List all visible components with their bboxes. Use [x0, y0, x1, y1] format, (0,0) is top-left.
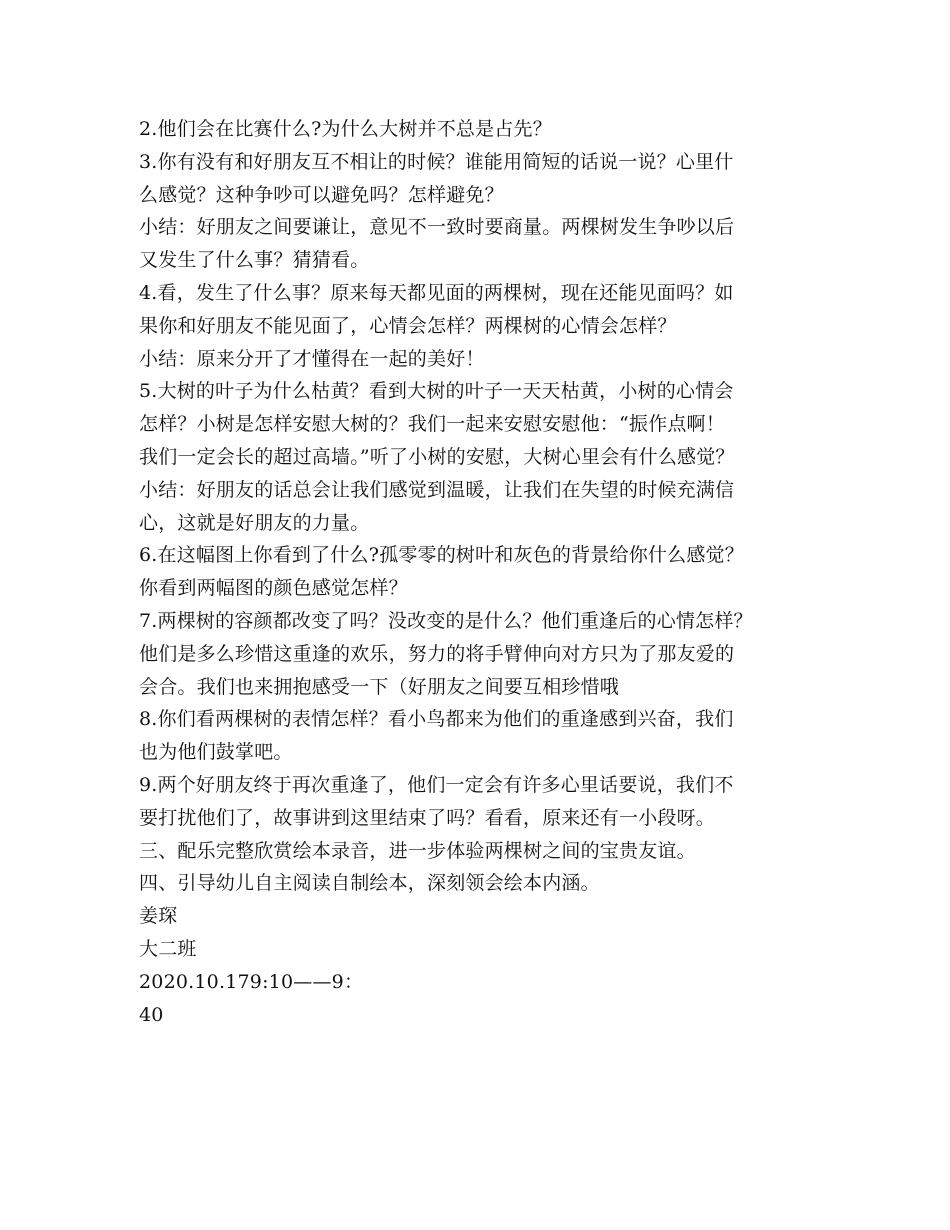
author-name: 姜琛: [139, 905, 178, 928]
section-heading: 三、配乐完整欣赏绘本录音，进一步体验两棵树之间的宝贵友谊。: [139, 839, 696, 862]
text-line: 果你和好朋友不能见面了，心情会怎样？两棵树的心情会怎样？: [139, 314, 677, 337]
text-line: 我们一定会长的超过高墙。”听了小树的安慰，大树心里会有什么感觉？: [139, 445, 735, 468]
text-line: 3.你有没有和好朋友互不相让的时候？谁能用简短的话说一说？心里什: [139, 150, 734, 173]
text-line: 也为他们鼓掌吧。: [139, 741, 293, 764]
text-line: 小结：好朋友的话总会让我们感觉到温暖，让我们在失望的时候充满信: [139, 478, 735, 501]
date-time: 2020.10.179:10——9：: [139, 970, 364, 993]
text-line: 会合。我们也来拥抱感受一下（好朋友之间要互相珍惜哦: [139, 675, 620, 698]
text-line: 4.看，发生了什么事？原来每天都见面的两棵树，现在还能见面吗？如: [139, 281, 734, 304]
class-name: 大二班: [139, 937, 197, 960]
text-line: 又发生了什么事？猜猜看。: [139, 249, 370, 272]
text-line: 9.两个好朋友终于再次重逢了，他们一定会有许多心里话要说，我们不: [139, 773, 734, 796]
date-time-continued: 40: [139, 1003, 164, 1026]
text-line: 你看到两幅图的颜色感觉怎样？: [139, 577, 408, 600]
text-line: 么感觉？这种争吵可以避免吗？怎样避免？: [139, 183, 504, 206]
text-line: 他们是多么珍惜这重逢的欢乐，努力的将手臂伸向对方只为了那友爱的: [139, 642, 735, 665]
text-line: 怎样？小树是怎样安慰大树的？我们一起来安慰安慰他：“振作点啊！: [139, 413, 725, 436]
text-line: 2.他们会在比赛什么?为什么大树并不总是占先？: [139, 118, 552, 140]
text-line: 小结：原来分开了才懂得在一起的美好！: [139, 347, 485, 370]
text-line: 要打扰他们了，故事讲到这里结束了吗？看看，原来还有一小段呀。: [139, 806, 716, 829]
text-line: 8.你们看两棵树的表情怎样？看小鸟都来为他们的重逢感到兴奋，我们: [139, 708, 734, 731]
section-heading: 四、引导幼儿自主阅读自制绘本，深刻领会绘本内涵。: [139, 872, 600, 895]
document-body: [139, 113, 829, 1031]
text-line: 小结：好朋友之间要谦让，意见不一致时要商量。两棵树发生争吵以后: [139, 216, 735, 239]
text-line: 6.在这幅图上你看到了什么?孤零零的树叶和灰色的背景给你什么感觉？: [139, 544, 744, 567]
text-line: 心，这就是好朋友的力量。: [139, 511, 370, 534]
text-line: 7.两棵树的容颜都改变了吗？没改变的是什么？他们重逢后的心情怎样？: [139, 609, 753, 632]
text-line: 5.大树的叶子为什么枯黄？看到大树的叶子一天天枯黄，小树的心情会: [139, 380, 734, 403]
